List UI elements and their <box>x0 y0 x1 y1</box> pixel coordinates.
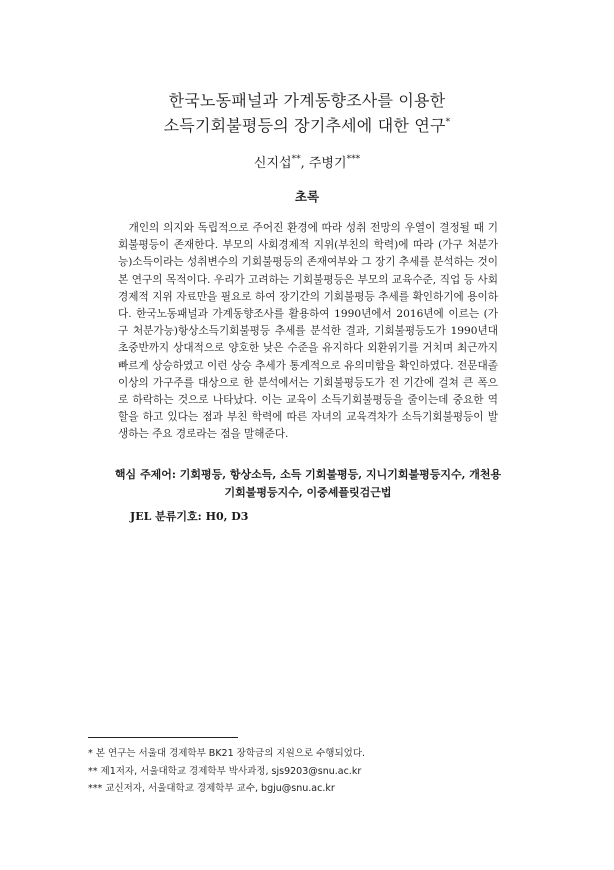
author-name-1: 신지섭 <box>253 156 292 171</box>
keywords-block <box>112 466 504 502</box>
footnote-text: 교신저자, 서울대학교 경제학부 교수, bgju@snu.ac.kr <box>105 783 335 794</box>
footnote-mark: *** <box>88 783 103 794</box>
keywords-text: 기회평등, 항상소득, 소득 기회불평등, 지니기회불평등지수, 개천용 기회불평등지수, 이중셰플릿검근법 <box>179 468 502 499</box>
title-footnote-mark: * <box>445 117 451 128</box>
footnote-divider <box>88 737 238 738</box>
author-mark-2: *** <box>346 154 361 165</box>
author-list <box>0 152 614 171</box>
author-separator: , <box>300 156 309 171</box>
jel-classification <box>130 508 248 524</box>
paper-title-line-1: 한국노동패널과 가계동향조사를 이용한 <box>168 91 446 110</box>
footnote <box>88 780 335 794</box>
author-name-2: 주병기 <box>308 156 347 171</box>
jel-codes: H0, D3 <box>205 510 249 523</box>
jel-label: JEL 분류기호: <box>130 510 202 523</box>
footnote <box>88 745 365 759</box>
author-mark-1: ** <box>291 154 301 165</box>
paper-title-line-2 <box>0 113 614 136</box>
footnote-text: 본 연구는 서울대 경제학부 BK21 장학금의 지원으로 수행되었다. <box>95 748 366 759</box>
keywords-label: 핵심 주제어: <box>114 468 176 481</box>
abstract-body: 개인의 의지와 독립적으로 주어진 환경에 따라 성취 전망의 우열이 결정될 때 기회불평등이 존재한다. 부모의 사회경제적 지위(부친의 학력)에 따라 (가구 처분가능)소득이라는 성취변수의 기회불평등의 존재여부와 그 장기 추세를 분석하는 것이 본 연구의 목적이다. 우리가 고려하는 기회불평등은 부모의 교육수준, 직업 등 사회경제적 지위 자료만을 필요로 하여 장기간의 기회불평등 추세를 확인하기에 용이하다. 한국노동패널과 가계동향조사를 활용하여 1990년에서 2016년에 이르는 (가구 처분가능)항상소득기회불평등 추세를 분석한 결과, 기회불평등도가 1990년대 초중반까지 상대적으로 양호한 낮은 수준을 유지하다 외환위기를 거치며 최근까지 빠르게 상승하였고 이런 상승 추세가 통계적으로 유의미함을 확인하였다. 전문대졸 이상의 가구주를 대상으로 한 분석에서는 기회불평등도가 전 기간에 걸쳐 큰 폭으로 하락하는 것으로 나타났다. 이는 교육이 소득기회불평등을 줄이는데 중요한 역할을 하고 있다는 점과 부친 학력에 따른 자녀의 교육격차가 소득기회불평등이 발생하는 주요 경로라는 점을 말해준다. <box>118 222 498 441</box>
paper-title-line-2-text: 소득기회불평등의 장기추세에 대한 연구 <box>163 116 446 135</box>
abstract-heading: 초록 <box>294 189 320 204</box>
footnote-mark: * <box>88 748 93 759</box>
footnote <box>88 763 361 777</box>
footnote-mark: ** <box>88 766 98 777</box>
footnote-text: 제1저자, 서울대학교 경제학부 박사과정, sjs9203@snu.ac.kr <box>100 766 362 777</box>
